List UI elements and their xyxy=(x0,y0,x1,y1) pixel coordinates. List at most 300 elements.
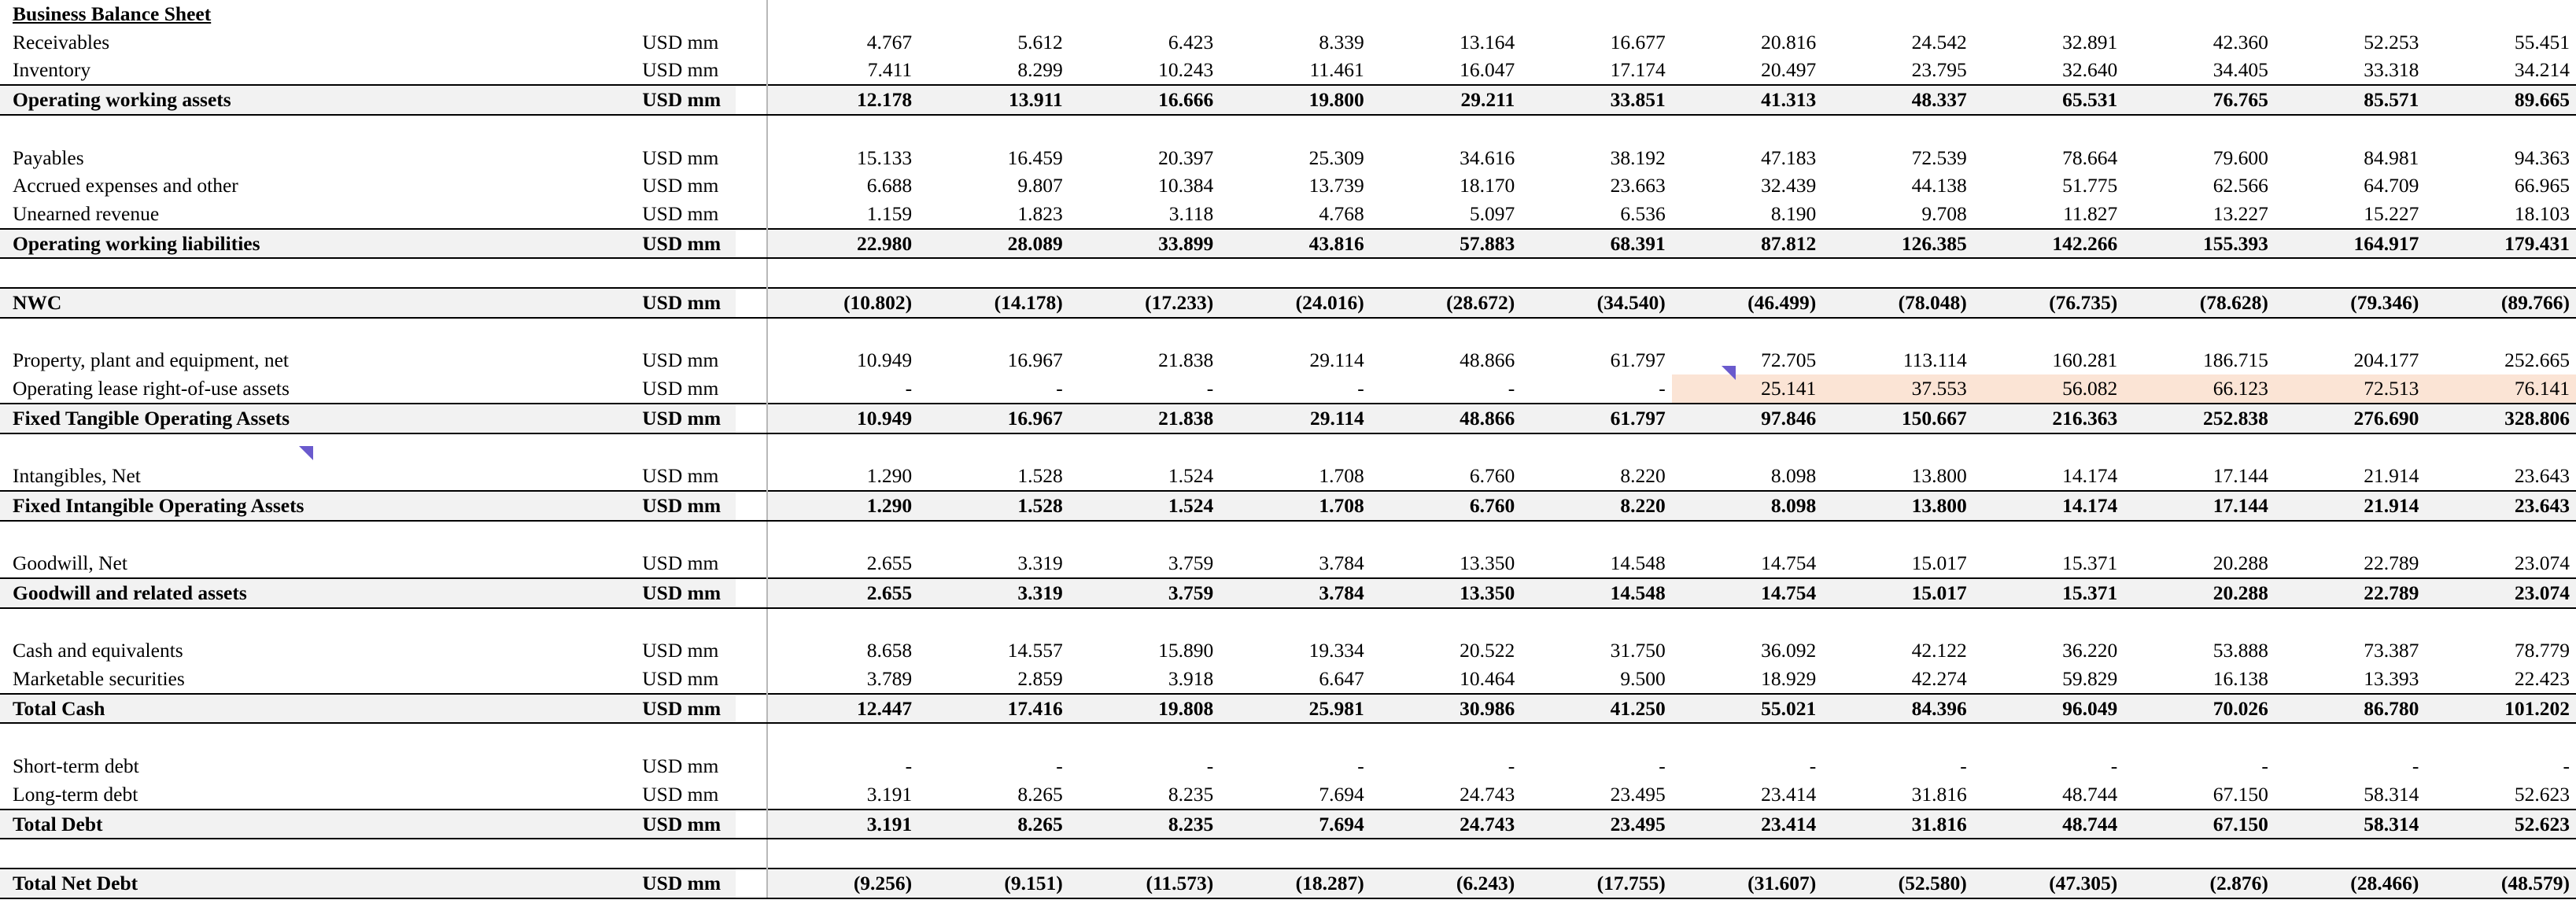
value-cell[interactable]: 8.098 xyxy=(1672,491,1823,521)
value-cell[interactable] xyxy=(1822,521,1973,550)
value-cell[interactable]: 15.227 xyxy=(2364,201,2419,225)
value-cell[interactable]: 11.461 xyxy=(1309,58,1364,82)
value-cell[interactable]: 216.363 xyxy=(1973,404,2124,433)
value-cell[interactable]: 3.319 xyxy=(918,578,1069,608)
value-cell[interactable]: 41.313 xyxy=(1672,85,1823,115)
unit-cell[interactable]: USD mm xyxy=(642,551,719,575)
value-cell[interactable] xyxy=(1973,318,2124,347)
value-cell[interactable]: 23.495 xyxy=(1521,810,1672,839)
value-cell[interactable] xyxy=(767,258,919,288)
value-cell[interactable]: 84.396 xyxy=(1822,694,1973,724)
value-cell[interactable] xyxy=(2275,433,2426,463)
value-cell[interactable] xyxy=(1220,723,1371,752)
value-cell[interactable] xyxy=(1672,608,1823,637)
value-cell[interactable] xyxy=(1371,433,1522,463)
value-cell[interactable]: 14.754 xyxy=(1761,551,1817,575)
unit-cell[interactable]: USD mm xyxy=(642,174,719,197)
value-cell[interactable]: 1.708 xyxy=(1319,464,1364,488)
value-cell[interactable]: 85.571 xyxy=(2275,85,2426,115)
value-cell[interactable]: - xyxy=(1508,754,1515,778)
value-cell[interactable] xyxy=(2275,723,2426,752)
value-cell[interactable]: 8.190 xyxy=(1770,201,1817,225)
value-cell[interactable]: 68.391 xyxy=(1521,229,1672,259)
value-cell[interactable]: 13.227 xyxy=(2212,201,2268,225)
value-cell[interactable] xyxy=(2425,521,2576,550)
value-cell[interactable]: 30.986 xyxy=(1371,694,1522,724)
value-cell[interactable]: 58.314 xyxy=(2275,810,2426,839)
value-cell[interactable]: 1.290 xyxy=(866,464,913,488)
value-cell[interactable]: 7.694 xyxy=(1220,810,1371,839)
value-cell[interactable]: (9.256) xyxy=(767,869,919,898)
unit-cell[interactable] xyxy=(637,115,735,144)
value-cell[interactable]: 9.500 xyxy=(1620,667,1666,691)
value-cell[interactable]: 16.967 xyxy=(918,404,1069,433)
value-cell[interactable]: 21.914 xyxy=(2275,491,2426,521)
value-cell[interactable] xyxy=(1220,318,1371,347)
value-cell[interactable] xyxy=(1220,0,1371,28)
value-cell[interactable]: 101.202 xyxy=(2425,694,2576,724)
value-cell[interactable] xyxy=(1521,433,1672,463)
value-cell[interactable]: 19.808 xyxy=(1069,694,1220,724)
value-cell[interactable]: 34.616 xyxy=(1460,146,1515,169)
value-cell[interactable] xyxy=(2275,0,2426,28)
value-cell[interactable]: 9.708 xyxy=(1921,201,1967,225)
value-cell[interactable]: 55.021 xyxy=(1672,694,1823,724)
value-cell[interactable]: 3.118 xyxy=(1168,201,1214,225)
value-cell[interactable]: (11.573) xyxy=(1069,869,1220,898)
value-cell[interactable]: 59.829 xyxy=(2062,667,2118,691)
value-cell[interactable] xyxy=(1371,318,1522,347)
row-label[interactable] xyxy=(0,115,637,144)
value-cell[interactable] xyxy=(767,608,919,637)
value-cell[interactable]: 1.524 xyxy=(1069,491,1220,521)
value-cell[interactable]: 32.640 xyxy=(2062,58,2118,82)
unit-cell[interactable]: USD mm xyxy=(642,58,719,82)
value-cell[interactable] xyxy=(2124,608,2275,637)
row-label[interactable]: Unearned revenue xyxy=(13,201,160,225)
value-cell[interactable]: (2.876) xyxy=(2124,869,2275,898)
value-cell[interactable]: (31.607) xyxy=(1672,869,1823,898)
value-cell[interactable] xyxy=(1069,115,1220,144)
value-cell[interactable] xyxy=(918,521,1069,550)
value-cell[interactable]: 4.768 xyxy=(1319,201,1364,225)
value-cell[interactable]: 24.743 xyxy=(1460,782,1515,806)
value-cell[interactable]: 78.664 xyxy=(2062,146,2118,169)
row-label[interactable] xyxy=(0,839,637,869)
value-cell[interactable] xyxy=(2275,521,2426,550)
value-cell[interactable] xyxy=(918,318,1069,347)
value-cell[interactable]: 15.017 xyxy=(1911,551,1967,575)
value-cell[interactable] xyxy=(2124,839,2275,869)
unit-cell[interactable]: USD mm xyxy=(642,377,719,400)
value-cell[interactable]: 23.414 xyxy=(1672,810,1823,839)
value-cell[interactable]: - xyxy=(1206,754,1214,778)
value-cell[interactable]: 32.439 xyxy=(1761,174,1817,197)
value-cell[interactable]: 7.694 xyxy=(1319,782,1364,806)
value-cell[interactable] xyxy=(1822,433,1973,463)
value-cell[interactable]: 31.816 xyxy=(1822,810,1973,839)
value-cell[interactable]: 13.350 xyxy=(1371,578,1522,608)
value-cell[interactable] xyxy=(2275,115,2426,144)
value-cell[interactable] xyxy=(1672,318,1823,347)
value-cell[interactable]: 13.164 xyxy=(1460,30,1515,53)
value-cell[interactable]: 8.299 xyxy=(1017,58,1063,82)
value-cell[interactable]: 18.929 xyxy=(1761,667,1817,691)
value-cell[interactable]: 160.281 xyxy=(2052,349,2118,372)
value-cell[interactable]: (76.735) xyxy=(1973,288,2124,318)
value-cell[interactable] xyxy=(767,115,919,144)
value-cell[interactable]: 31.750 xyxy=(1610,639,1666,662)
value-cell[interactable]: 23.074 xyxy=(2514,551,2570,575)
operating-lease-comment-indicator[interactable] xyxy=(1722,366,1736,380)
value-cell[interactable]: 8.658 xyxy=(866,639,913,662)
value-cell[interactable]: 12.447 xyxy=(767,694,919,724)
value-cell[interactable] xyxy=(918,115,1069,144)
row-label[interactable] xyxy=(0,608,637,637)
value-cell[interactable]: 6.423 xyxy=(1168,30,1214,53)
value-cell[interactable]: 44.138 xyxy=(1911,174,1967,197)
value-cell[interactable]: 22.789 xyxy=(2364,551,2419,575)
value-cell[interactable]: 14.548 xyxy=(1610,551,1666,575)
value-cell[interactable]: 14.174 xyxy=(2062,464,2118,488)
value-cell[interactable]: 33.851 xyxy=(1521,85,1672,115)
value-cell[interactable]: (78.048) xyxy=(1822,288,1973,318)
value-cell[interactable]: 47.183 xyxy=(1761,146,1817,169)
value-cell[interactable]: 13.800 xyxy=(1822,491,1973,521)
value-cell[interactable] xyxy=(1672,839,1823,869)
value-cell[interactable] xyxy=(2425,318,2576,347)
value-cell[interactable]: 28.089 xyxy=(918,229,1069,259)
value-cell[interactable] xyxy=(1069,433,1220,463)
value-cell[interactable]: (17.755) xyxy=(1521,869,1672,898)
value-cell[interactable]: - xyxy=(2261,754,2268,778)
value-cell[interactable] xyxy=(918,0,1069,28)
value-cell[interactable]: 252.838 xyxy=(2124,404,2275,433)
value-cell[interactable]: 15.371 xyxy=(2062,551,2118,575)
value-cell[interactable] xyxy=(1220,521,1371,550)
value-cell[interactable] xyxy=(2425,0,2576,28)
value-cell[interactable]: 2.655 xyxy=(866,551,913,575)
value-cell[interactable] xyxy=(1973,258,2124,288)
row-label[interactable]: Goodwill and related assets xyxy=(0,578,637,608)
value-cell[interactable]: 61.797 xyxy=(1521,404,1672,433)
value-cell[interactable]: 16.967 xyxy=(1007,349,1063,372)
value-cell[interactable] xyxy=(1371,608,1522,637)
value-cell[interactable]: 5.097 xyxy=(1469,201,1515,225)
row-label[interactable]: Property, plant and equipment, net xyxy=(13,349,290,372)
value-cell[interactable]: (9.151) xyxy=(918,869,1069,898)
value-cell[interactable] xyxy=(1069,258,1220,288)
value-cell[interactable]: 3.789 xyxy=(866,667,913,691)
row-label[interactable]: Operating lease right-of-use assets xyxy=(13,377,290,400)
value-cell[interactable]: 3.319 xyxy=(1017,551,1063,575)
value-cell[interactable]: 25.309 xyxy=(1308,146,1364,169)
value-cell[interactable]: 8.235 xyxy=(1069,810,1220,839)
unit-cell[interactable]: USD mm xyxy=(637,491,735,521)
value-cell[interactable] xyxy=(1069,839,1220,869)
value-cell[interactable]: 78.779 xyxy=(2514,639,2570,662)
value-cell[interactable]: 3.191 xyxy=(866,782,913,806)
value-cell[interactable]: 17.144 xyxy=(2124,491,2275,521)
value-cell[interactable]: 72.705 xyxy=(1761,349,1817,372)
value-cell[interactable] xyxy=(2275,839,2426,869)
value-cell[interactable]: - xyxy=(2412,754,2419,778)
value-cell[interactable]: 67.150 xyxy=(2212,782,2268,806)
value-cell[interactable]: 6.760 xyxy=(1371,491,1522,521)
value-cell[interactable] xyxy=(2124,433,2275,463)
row-label[interactable]: Short-term debt xyxy=(13,754,139,778)
row-label[interactable]: Total Debt xyxy=(0,810,637,839)
value-cell[interactable] xyxy=(1973,723,2124,752)
row-label[interactable]: Operating working liabilities xyxy=(0,229,637,259)
value-cell[interactable] xyxy=(1371,521,1522,550)
value-cell[interactable]: 29.114 xyxy=(1309,349,1364,372)
value-cell[interactable]: - xyxy=(1206,377,1214,400)
value-cell[interactable] xyxy=(767,0,919,28)
value-cell[interactable]: 10.464 xyxy=(1460,667,1515,691)
unit-cell[interactable]: USD mm xyxy=(642,201,719,225)
row-label[interactable]: Marketable securities xyxy=(13,667,185,691)
value-cell[interactable]: 56.082 xyxy=(1973,374,2124,404)
unit-cell[interactable]: USD mm xyxy=(637,404,735,433)
value-cell[interactable]: 57.883 xyxy=(1371,229,1522,259)
value-cell[interactable]: 48.744 xyxy=(2062,782,2118,806)
row-label[interactable]: NWC xyxy=(0,288,637,318)
value-cell[interactable]: 84.981 xyxy=(2364,146,2419,169)
row-label[interactable]: Fixed Intangible Operating Assets xyxy=(0,491,637,521)
value-cell[interactable]: 70.026 xyxy=(2124,694,2275,724)
value-cell[interactable] xyxy=(2425,839,2576,869)
value-cell[interactable]: 89.665 xyxy=(2425,85,2576,115)
value-cell[interactable]: 10.243 xyxy=(1158,58,1214,82)
unit-cell[interactable] xyxy=(637,839,735,869)
value-cell[interactable]: 19.800 xyxy=(1220,85,1371,115)
value-cell[interactable]: 37.553 xyxy=(1822,374,1973,404)
value-cell[interactable]: 10.949 xyxy=(767,404,919,433)
value-cell[interactable]: 21.838 xyxy=(1069,404,1220,433)
value-cell[interactable]: - xyxy=(1809,754,1817,778)
value-cell[interactable]: 94.363 xyxy=(2514,146,2570,169)
value-cell[interactable]: - xyxy=(1508,377,1515,400)
row-label[interactable]: Total Net Debt xyxy=(0,869,637,898)
value-cell[interactable] xyxy=(767,839,919,869)
value-cell[interactable] xyxy=(1521,0,1672,28)
value-cell[interactable] xyxy=(2425,433,2576,463)
unit-cell[interactable]: USD mm xyxy=(642,782,719,806)
value-cell[interactable] xyxy=(1973,433,2124,463)
row-label[interactable]: Long-term debt xyxy=(13,782,138,806)
value-cell[interactable] xyxy=(1371,723,1522,752)
value-cell[interactable]: 16.666 xyxy=(1069,85,1220,115)
value-cell[interactable]: 22.980 xyxy=(767,229,919,259)
unit-cell[interactable]: USD mm xyxy=(642,667,719,691)
value-cell[interactable]: 52.253 xyxy=(2364,30,2419,53)
value-cell[interactable]: 21.914 xyxy=(2364,464,2419,488)
value-cell[interactable]: 7.411 xyxy=(867,58,913,82)
value-cell[interactable]: 16.138 xyxy=(2212,667,2268,691)
value-cell[interactable] xyxy=(2425,115,2576,144)
value-cell[interactable] xyxy=(1822,318,1973,347)
value-cell[interactable] xyxy=(1672,0,1823,28)
value-cell[interactable] xyxy=(2425,258,2576,288)
value-cell[interactable] xyxy=(918,723,1069,752)
value-cell[interactable]: 12.178 xyxy=(767,85,919,115)
value-cell[interactable]: 23.074 xyxy=(2425,578,2576,608)
value-cell[interactable]: 3.191 xyxy=(767,810,919,839)
value-cell[interactable] xyxy=(1521,723,1672,752)
value-cell[interactable]: 48.337 xyxy=(1822,85,1973,115)
value-cell[interactable]: 252.665 xyxy=(2504,349,2570,372)
value-cell[interactable] xyxy=(767,433,919,463)
row-label[interactable] xyxy=(0,258,637,288)
value-cell[interactable]: (24.016) xyxy=(1220,288,1371,318)
value-cell[interactable]: 15.890 xyxy=(1158,639,1214,662)
value-cell[interactable]: 6.536 xyxy=(1620,201,1666,225)
row-label[interactable]: Accrued expenses and other xyxy=(13,174,238,197)
unit-cell[interactable] xyxy=(637,433,735,463)
value-cell[interactable]: 8.220 xyxy=(1521,491,1672,521)
value-cell[interactable]: 61.797 xyxy=(1610,349,1666,372)
value-cell[interactable]: - xyxy=(1357,754,1364,778)
value-cell[interactable]: 29.211 xyxy=(1371,85,1522,115)
value-cell[interactable] xyxy=(1371,115,1522,144)
value-cell[interactable]: 204.177 xyxy=(2353,349,2419,372)
value-cell[interactable]: 14.754 xyxy=(1672,578,1823,608)
value-cell[interactable]: 23.414 xyxy=(1761,782,1817,806)
value-cell[interactable] xyxy=(1371,0,1522,28)
row-label[interactable]: Operating working assets xyxy=(0,85,637,115)
unit-cell[interactable]: USD mm xyxy=(637,578,735,608)
value-cell[interactable]: 62.566 xyxy=(2212,174,2268,197)
row-label[interactable] xyxy=(0,521,637,550)
unit-cell[interactable] xyxy=(637,608,735,637)
value-cell[interactable]: 86.780 xyxy=(2275,694,2426,724)
value-cell[interactable]: 33.318 xyxy=(2364,58,2419,82)
value-cell[interactable]: 36.092 xyxy=(1761,639,1817,662)
unit-cell[interactable]: USD mm xyxy=(642,464,719,488)
unit-cell[interactable]: USD mm xyxy=(642,30,719,53)
value-cell[interactable]: 13.350 xyxy=(1460,551,1515,575)
row-label[interactable]: Goodwill, Net xyxy=(13,551,127,575)
value-cell[interactable]: 42.360 xyxy=(2212,30,2268,53)
value-cell[interactable]: 17.174 xyxy=(1610,58,1666,82)
value-cell[interactable]: 126.385 xyxy=(1822,229,1973,259)
unit-cell[interactable] xyxy=(637,0,735,28)
value-cell[interactable]: 15.017 xyxy=(1822,578,1973,608)
value-cell[interactable] xyxy=(1521,318,1672,347)
value-cell[interactable] xyxy=(2425,723,2576,752)
value-cell[interactable]: - xyxy=(1357,377,1364,400)
value-cell[interactable]: 23.495 xyxy=(1610,782,1666,806)
row-label[interactable]: Fixed Tangible Operating Assets xyxy=(0,404,637,433)
value-cell[interactable]: 6.688 xyxy=(866,174,913,197)
value-cell[interactable]: 48.866 xyxy=(1371,404,1522,433)
value-cell[interactable] xyxy=(1672,723,1823,752)
value-cell[interactable]: 79.600 xyxy=(2212,146,2268,169)
value-cell[interactable]: 1.528 xyxy=(918,491,1069,521)
value-cell[interactable] xyxy=(1069,521,1220,550)
unit-cell[interactable]: USD mm xyxy=(637,85,735,115)
value-cell[interactable]: 1.524 xyxy=(1168,464,1214,488)
value-cell[interactable]: - xyxy=(1960,754,1967,778)
value-cell[interactable] xyxy=(2124,258,2275,288)
value-cell[interactable]: 20.288 xyxy=(2212,551,2268,575)
value-cell[interactable]: 8.098 xyxy=(1770,464,1817,488)
value-cell[interactable]: 66.123 xyxy=(2124,374,2275,404)
value-cell[interactable] xyxy=(1220,839,1371,869)
value-cell[interactable]: 113.114 xyxy=(1902,349,1967,372)
value-cell[interactable] xyxy=(1521,115,1672,144)
value-cell[interactable]: 18.170 xyxy=(1460,174,1515,197)
value-cell[interactable]: 31.816 xyxy=(1911,782,1967,806)
value-cell[interactable]: 186.715 xyxy=(2202,349,2268,372)
value-cell[interactable] xyxy=(918,608,1069,637)
row-label[interactable]: Receivables xyxy=(13,30,110,53)
value-cell[interactable]: 1.528 xyxy=(1017,464,1063,488)
value-cell[interactable] xyxy=(2124,115,2275,144)
unit-cell[interactable]: USD mm xyxy=(642,146,719,169)
value-cell[interactable] xyxy=(1069,0,1220,28)
value-cell[interactable]: 58.314 xyxy=(2364,782,2419,806)
value-cell[interactable]: 25.981 xyxy=(1220,694,1371,724)
value-cell[interactable]: - xyxy=(1659,377,1666,400)
value-cell[interactable]: (28.672) xyxy=(1371,288,1522,318)
value-cell[interactable]: 72.513 xyxy=(2275,374,2426,404)
value-cell[interactable]: 155.393 xyxy=(2124,229,2275,259)
value-cell[interactable]: (89.766) xyxy=(2425,288,2576,318)
value-cell[interactable]: 15.371 xyxy=(1973,578,2124,608)
value-cell[interactable] xyxy=(1672,521,1823,550)
value-cell[interactable]: 3.918 xyxy=(1168,667,1214,691)
value-cell[interactable]: (6.243) xyxy=(1371,869,1522,898)
unit-cell[interactable] xyxy=(637,318,735,347)
value-cell[interactable] xyxy=(1672,258,1823,288)
value-cell[interactable] xyxy=(2124,521,2275,550)
value-cell[interactable] xyxy=(1220,608,1371,637)
value-cell[interactable] xyxy=(2425,608,2576,637)
value-cell[interactable]: - xyxy=(1056,754,1063,778)
value-cell[interactable] xyxy=(1973,115,2124,144)
value-cell[interactable]: 22.423 xyxy=(2514,667,2570,691)
value-cell[interactable]: 96.049 xyxy=(1973,694,2124,724)
value-cell[interactable]: (18.287) xyxy=(1220,869,1371,898)
value-cell[interactable]: 10.384 xyxy=(1158,174,1214,197)
value-cell[interactable]: 33.899 xyxy=(1069,229,1220,259)
value-cell[interactable]: 2.655 xyxy=(767,578,919,608)
value-cell[interactable]: 36.220 xyxy=(2062,639,2118,662)
value-cell[interactable] xyxy=(1220,258,1371,288)
value-cell[interactable]: 3.784 xyxy=(1220,578,1371,608)
value-cell[interactable]: (52.580) xyxy=(1822,869,1973,898)
value-cell[interactable]: 41.250 xyxy=(1521,694,1672,724)
value-cell[interactable]: 13.911 xyxy=(918,85,1069,115)
value-cell[interactable] xyxy=(1371,839,1522,869)
value-cell[interactable]: 25.141 xyxy=(1672,374,1823,404)
value-cell[interactable]: 76.765 xyxy=(2124,85,2275,115)
value-cell[interactable]: 6.760 xyxy=(1469,464,1515,488)
value-cell[interactable] xyxy=(2124,723,2275,752)
value-cell[interactable]: 15.133 xyxy=(857,146,913,169)
value-cell[interactable] xyxy=(2275,318,2426,347)
value-cell[interactable] xyxy=(1973,608,2124,637)
row-label[interactable]: Inventory xyxy=(13,58,91,82)
value-cell[interactable]: 14.174 xyxy=(1973,491,2124,521)
value-cell[interactable]: 1.159 xyxy=(866,201,913,225)
value-cell[interactable]: 65.531 xyxy=(1973,85,2124,115)
value-cell[interactable] xyxy=(1822,723,1973,752)
unit-cell[interactable] xyxy=(637,258,735,288)
value-cell[interactable] xyxy=(1822,839,1973,869)
